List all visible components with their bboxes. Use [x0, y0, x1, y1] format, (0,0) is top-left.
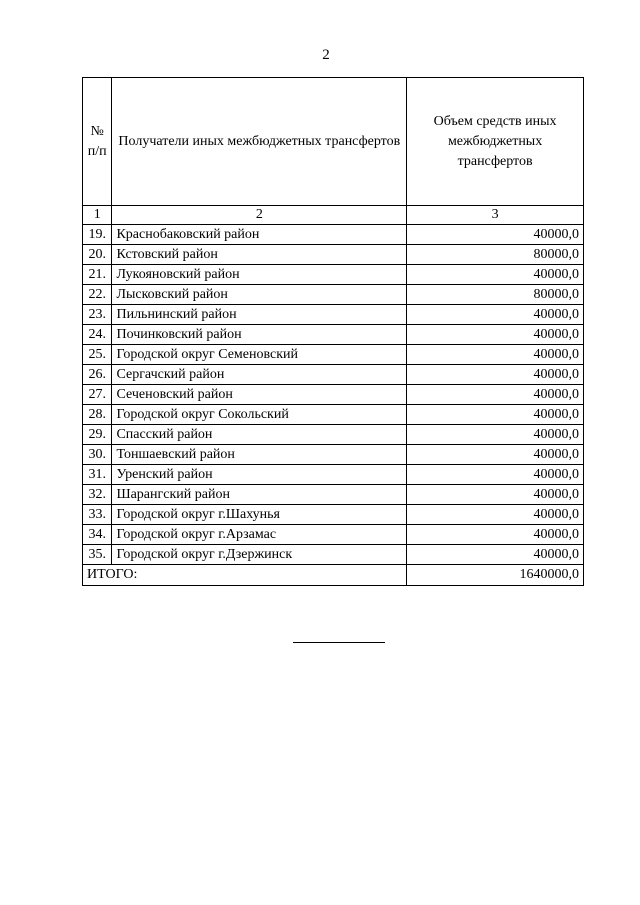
transfer-amount: 40000,0	[407, 345, 584, 365]
table-row	[83, 265, 584, 285]
table-row	[83, 325, 584, 345]
row-number: 27.	[83, 385, 112, 405]
header-recipients-label: Получатели иных межбюджетных трансфертов	[118, 133, 401, 149]
transfer-amount: 40000,0	[407, 505, 584, 525]
row-number: 34.	[83, 525, 112, 545]
transfer-amount: 40000,0	[407, 365, 584, 385]
table-row	[83, 285, 584, 305]
table-row	[83, 545, 584, 565]
recipient-name: Городской округ Сокольский	[112, 405, 407, 425]
row-number: 21.	[83, 265, 112, 285]
transfer-amount: 40000,0	[407, 465, 584, 485]
table-row	[83, 525, 584, 545]
row-number: 25.	[83, 345, 112, 365]
transfer-amount: 40000,0	[407, 225, 584, 245]
column-index: 2	[112, 206, 407, 225]
header-recipients	[112, 78, 407, 206]
table-row	[83, 505, 584, 525]
recipient-name: Уренский район	[112, 465, 407, 485]
recipient-name: Городской округ Семеновский	[112, 345, 407, 365]
recipient-name: Починковский район	[112, 325, 407, 345]
header-num-label: № п/п	[87, 123, 107, 159]
column-index-row	[83, 206, 584, 225]
transfer-amount: 40000,0	[407, 405, 584, 425]
row-number: 35.	[83, 545, 112, 565]
recipient-name: Сеченовский район	[112, 385, 407, 405]
column-index: 1	[83, 206, 112, 225]
header-amount-label: Объем средств иных межбюджетных трансфертов	[433, 113, 557, 169]
table-row	[83, 465, 584, 485]
row-number: 30.	[83, 445, 112, 465]
row-number: 23.	[83, 305, 112, 325]
table-header-row	[83, 78, 584, 206]
recipient-name: Краснобаковский район	[112, 225, 407, 245]
page-number: 2	[322, 47, 330, 63]
table-row	[83, 445, 584, 465]
recipient-name: Шарангский район	[112, 485, 407, 505]
row-number: 24.	[83, 325, 112, 345]
transfer-amount: 40000,0	[407, 385, 584, 405]
recipient-name: Городской округ г.Дзержинск	[112, 545, 407, 565]
recipient-name: Городской округ г.Арзамас	[112, 525, 407, 545]
row-number: 31.	[83, 465, 112, 485]
row-number: 28.	[83, 405, 112, 425]
total-row	[83, 565, 584, 586]
header-amount	[407, 78, 584, 206]
table-row	[83, 345, 584, 365]
header-num	[83, 78, 112, 206]
total-amount: 1640000,0	[407, 565, 584, 586]
table-body	[83, 225, 584, 565]
transfer-amount: 40000,0	[407, 305, 584, 325]
recipient-name: Кстовский район	[112, 245, 407, 265]
table-row	[83, 385, 584, 405]
table-row	[83, 405, 584, 425]
table-row	[83, 225, 584, 245]
row-number: 29.	[83, 425, 112, 445]
row-number: 19.	[83, 225, 112, 245]
recipient-name: Лысковский район	[112, 285, 407, 305]
total-label: ИТОГО:	[83, 565, 407, 586]
transfers-table	[82, 77, 584, 586]
recipient-name: Тоншаевский район	[112, 445, 407, 465]
row-number: 26.	[83, 365, 112, 385]
recipient-name: Пильнинский район	[112, 305, 407, 325]
transfer-amount: 80000,0	[407, 285, 584, 305]
transfer-amount: 40000,0	[407, 425, 584, 445]
transfer-amount: 40000,0	[407, 265, 584, 285]
recipient-name: Спасский район	[112, 425, 407, 445]
transfer-amount: 40000,0	[407, 445, 584, 465]
recipient-name: Лукояновский район	[112, 265, 407, 285]
table-row	[83, 365, 584, 385]
table-row	[83, 425, 584, 445]
transfer-amount: 40000,0	[407, 545, 584, 565]
transfer-amount: 80000,0	[407, 245, 584, 265]
table-row	[83, 485, 584, 505]
recipient-name: Городской округ г.Шахунья	[112, 505, 407, 525]
transfer-amount: 40000,0	[407, 325, 584, 345]
transfer-amount: 40000,0	[407, 525, 584, 545]
row-number: 20.	[83, 245, 112, 265]
column-index: 3	[407, 206, 584, 225]
row-number: 22.	[83, 285, 112, 305]
table-row	[83, 245, 584, 265]
recipient-name: Сергачский район	[112, 365, 407, 385]
row-number: 32.	[83, 485, 112, 505]
transfer-amount: 40000,0	[407, 485, 584, 505]
end-of-document-line	[293, 642, 385, 643]
table-row	[83, 305, 584, 325]
row-number: 33.	[83, 505, 112, 525]
